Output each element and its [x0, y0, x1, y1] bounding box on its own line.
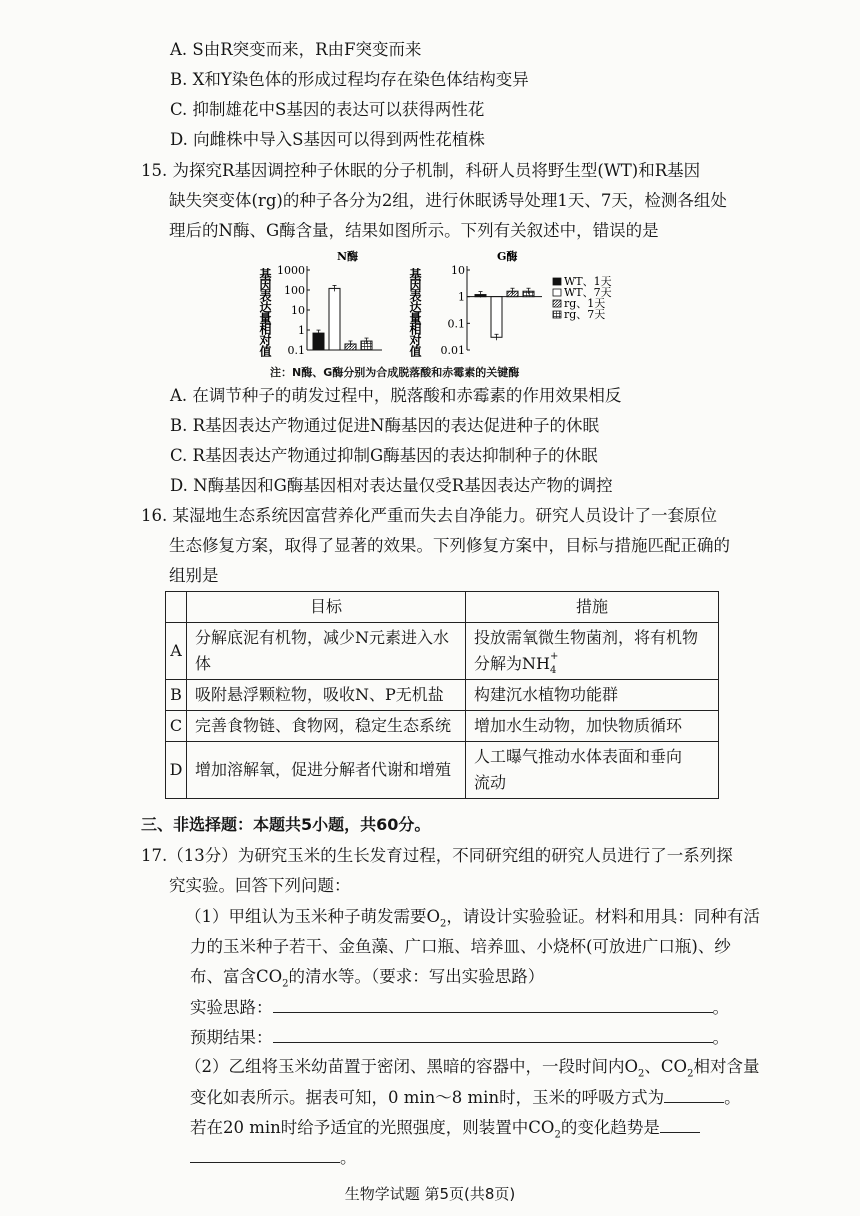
idea-answer-blank[interactable] — [273, 996, 713, 1013]
measure-text-2: 分解为NH — [474, 654, 550, 673]
measure-text: 投放需氧微生物菌剂，将有机物 — [474, 628, 699, 647]
y-tick-label: 0.01 — [440, 344, 465, 357]
row-label: A — [166, 623, 187, 680]
q17-result-line: 预期结果： 。 — [190, 1028, 729, 1047]
q14-option-c: C. 抑制雄花中S基因的表达可以获得两性花 — [170, 100, 485, 119]
q17-part2-line1 — [185, 1056, 759, 1078]
legend-label: WT、1天 — [564, 275, 612, 288]
text: 相对含量 — [693, 1057, 760, 1076]
text: 的清水等。（要求：写出实验思路） — [288, 967, 545, 986]
table-corner-cell — [166, 592, 187, 623]
row-measure: 投放需氧微生物菌剂，将有机物 分解为NH + 4 — [466, 623, 719, 680]
chart-title: N酶 — [337, 250, 359, 263]
row-label: C — [166, 711, 187, 742]
q17-part1-line3 — [190, 966, 544, 988]
q14-option-d: D. 向雌株中导入S基因可以得到两性花植株 — [170, 130, 485, 149]
page-footer: 生物学试题 第5页(共8页) — [344, 1185, 516, 1203]
y-tick-label: 1 — [298, 324, 305, 337]
q17-part1-line1 — [185, 906, 760, 928]
y-tick-label: 10 — [291, 304, 305, 317]
subscript: 2 — [440, 918, 447, 930]
row-measure — [466, 742, 719, 799]
q15-stem-line3: 理后的N酶、G酶含量，结果如图所示。下列有关叙述中，错误的是 — [169, 221, 659, 240]
bar — [491, 297, 502, 338]
text: 变化如表所示。据表可知，0 min～8 min时，玉米的呼吸方式为 — [190, 1088, 665, 1107]
row-measure: 构建沉水植物功能群 — [466, 680, 719, 711]
q15-option-d: D. N酶基因和G酶基因相对表达量仅受R基因表达产物的调控 — [170, 476, 613, 495]
row-goal: 完善食物链、食物网，稳定生态系统 — [187, 711, 466, 742]
table-header-goal: 目标 — [187, 592, 466, 623]
measure-text-2: 流动 — [474, 773, 507, 792]
co2-trend-answer-blank-2[interactable] — [190, 1146, 340, 1163]
table-row — [166, 680, 719, 711]
q16-table — [165, 591, 719, 799]
legend-swatch — [553, 311, 561, 318]
subscript: 2 — [282, 978, 289, 990]
row-goal: 吸附悬浮颗粒物，吸收N、P无机盐 — [187, 680, 466, 711]
text: （1）甲组认为玉米种子萌发需要O — [185, 907, 441, 926]
text: 若在20 min时给予适宜的光照强度，则装置中CO — [190, 1118, 555, 1137]
q17-part1-line2: 力的玉米种子若干、金鱼藻、广口瓶、培养皿、小烧杯(可放进广口瓶)、纱 — [190, 937, 731, 956]
y-tick-label: 100 — [284, 284, 305, 297]
respiration-answer-blank[interactable] — [664, 1086, 724, 1103]
text: （2）乙组将玉米幼苗置于密闭、黑暗的容器中，一段时间内O — [185, 1057, 639, 1076]
measure-text: 人工曝气推动水体表面和垂向 — [474, 747, 683, 766]
q17-part2-line3 — [190, 1116, 700, 1139]
q17-idea-line: 实验思路： 。 — [190, 998, 729, 1017]
legend-label: rg、1天 — [564, 297, 606, 310]
y-tick-label: 0.1 — [447, 317, 465, 331]
q16-stem-line1: 16. 某湿地生态系统因富营养化严重而失去自净能力。研究人员设计了一套原位 — [141, 506, 717, 525]
y-axis-label: 基因表达量相对值 — [258, 268, 272, 356]
row-label: D — [166, 742, 187, 799]
q15-stem-line1: 15. 为探究R基因调控种子休眠的分子机制，科研人员将野生型(WT)和R基因 — [141, 161, 701, 180]
row-goal: 分解底泥有机物，减少N元素进入水体 — [187, 623, 466, 680]
q16-stem-line2: 生态修复方案，取得了显著的效果。下列修复方案中，目标与措施匹配正确的 — [169, 536, 730, 555]
legend-label: rg、7天 — [564, 308, 606, 321]
q15-option-b: B. R基因表达产物通过促进N酶基因的表达促进种子的休眠 — [170, 416, 599, 435]
table-header-measure: 措施 — [466, 592, 719, 623]
table-row — [166, 623, 719, 680]
text: 、CO — [644, 1057, 688, 1076]
q17-intro-line1: 17.（13分）为研究玉米的生长发育过程，不同研究组的研究人员进行了一系列探 — [141, 846, 733, 865]
q15-option-a: A. 在调节种子的萌发过程中，脱落酸和赤霉素的作用效果相反 — [170, 386, 622, 405]
table-row — [166, 742, 719, 799]
q15-option-c: C. R基因表达产物通过抑制G酶基因的表达抑制种子的休眠 — [170, 446, 598, 465]
q17-part2-line2: 变化如表所示。据表可知，0 min～8 min时，玉米的呼吸方式为 。 — [190, 1088, 741, 1107]
text: 布、富含CO — [190, 967, 283, 986]
subscript: 2 — [687, 1068, 694, 1080]
q16-stem-line3: 组别是 — [169, 566, 219, 585]
chart-title: G酶 — [497, 250, 518, 263]
q15-chart — [255, 240, 635, 365]
result-label: 预期结果： — [190, 1028, 273, 1047]
idea-label: 实验思路： — [190, 998, 273, 1017]
y-tick-label: 10 — [451, 264, 465, 277]
table-row — [166, 711, 719, 742]
legend-label: WT、7天 — [564, 286, 612, 299]
text: 的变化趋势是 — [560, 1118, 660, 1137]
section-3-heading: 三、非选择题：本题共5小题，共60分。 — [141, 815, 431, 834]
table-header-row — [166, 592, 719, 623]
chart-note: 注：N酶、G酶分别为合成脱落酸和赤霉素的关键酶 — [270, 366, 520, 379]
y-tick-label: 0.1 — [287, 344, 305, 357]
subscript: 2 — [554, 1129, 561, 1141]
y-tick-label: 1000 — [277, 264, 305, 277]
row-goal: 增加溶解氧，促进分解者代谢和增殖 — [187, 742, 466, 799]
y-axis-label: 基因表达量相对值 — [408, 268, 422, 356]
legend-swatch — [553, 300, 561, 307]
text: ，请设计实验验证。材料和用具：同种有活 — [446, 907, 760, 926]
q14-option-b: B. X和Y染色体的形成过程均存在染色体结构变异 — [170, 70, 529, 89]
co2-trend-answer-blank-1[interactable] — [660, 1116, 700, 1133]
subscript: 2 — [638, 1068, 645, 1080]
y-tick-label: 1 — [458, 290, 465, 304]
legend-swatch — [553, 278, 561, 285]
legend-swatch — [553, 289, 561, 296]
bar — [329, 288, 340, 350]
q17-part2-line4: 。 — [190, 1146, 357, 1169]
row-measure: 增加水生动物，加快物质循环 — [466, 711, 719, 742]
result-answer-blank[interactable] — [273, 1026, 713, 1043]
q17-intro-line2: 究实验。回答下列问题： — [169, 876, 351, 895]
q14-option-a: A. S由R突变而来，R由F突变而来 — [170, 40, 422, 59]
row-label: B — [166, 680, 187, 711]
q15-stem-line2: 缺失突变体(rg)的种子各分为2组，进行休眠诱导处理1天、7天，检测各组处 — [169, 191, 727, 210]
